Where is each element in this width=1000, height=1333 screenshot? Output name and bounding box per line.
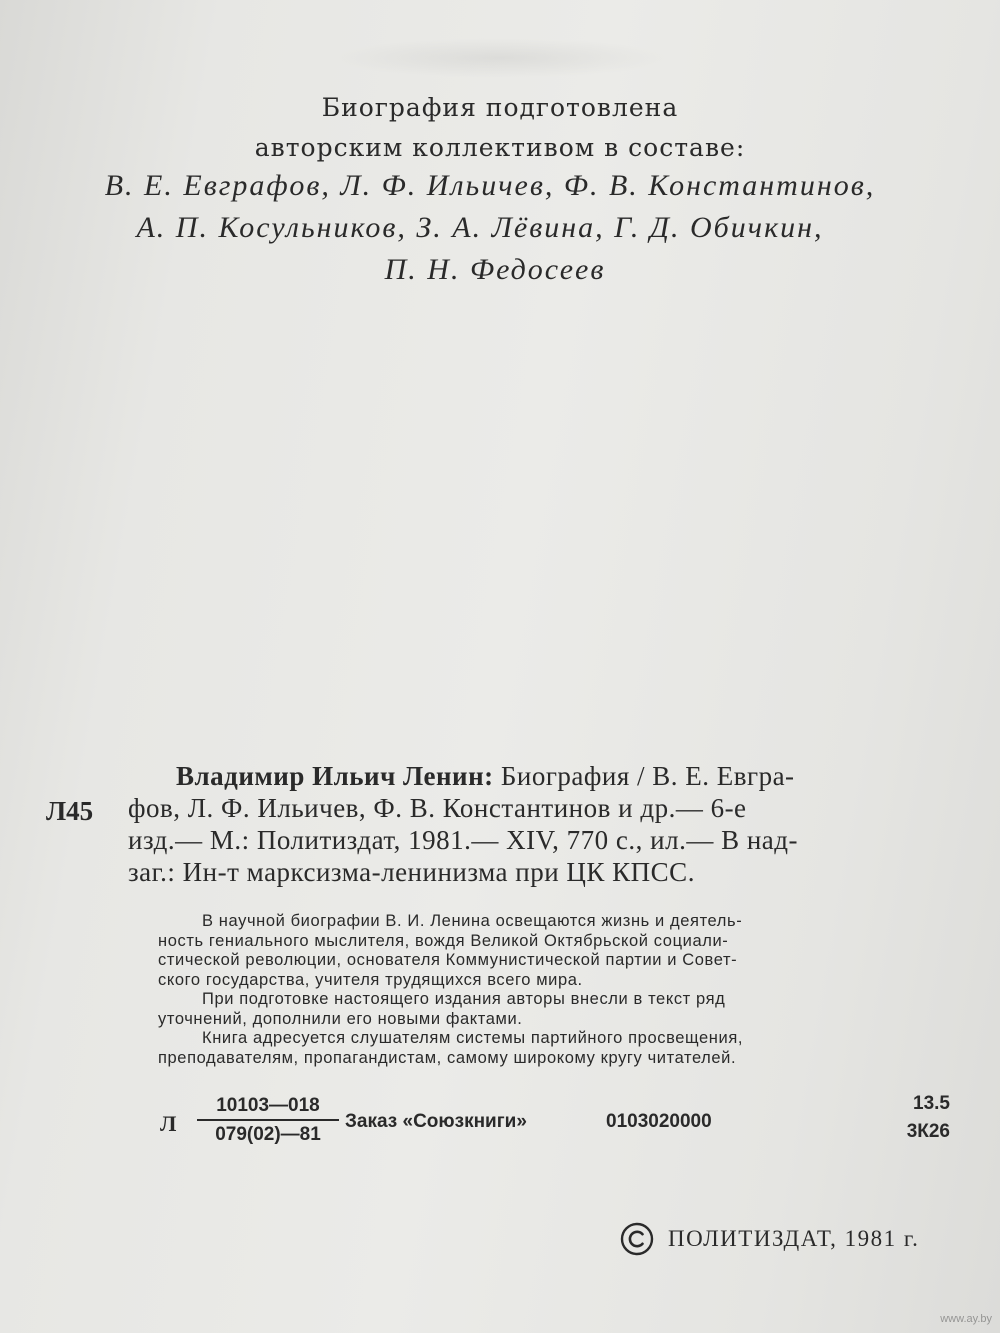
bibliographic-record <box>128 760 958 888</box>
annotation-line: ность гениального мыслителя, вождя Великой Октябрьской социали- <box>158 931 729 950</box>
fraction-numerator: 10103—018 <box>197 1095 339 1121</box>
copyright-text: ПОЛИТИЗДАТ, 1981 г. <box>668 1226 920 1251</box>
site-watermark: www.ay.by <box>940 1313 992 1325</box>
catalog-index: Л45 <box>46 796 94 826</box>
intro-line-1: Биография подготовлена <box>321 93 679 122</box>
udc-code: 3К26 <box>906 1121 950 1142</box>
authors-line-1: В. Е. Евграфов, Л. Ф. Ильичев, Ф. В. Константинов, <box>104 169 876 202</box>
authors-line-3: П. Н. Федосеев <box>384 253 606 286</box>
copyright-icon <box>620 1222 654 1256</box>
copyright-line <box>620 1222 919 1256</box>
biblio-line-1 <box>128 760 958 792</box>
authors-list <box>0 165 1000 291</box>
biblio-line-4: заг.: Ин-т марксизма-ленинизма при ЦК КПСС. <box>128 857 695 887</box>
classification-fraction <box>197 1095 339 1146</box>
classification-letter: Л <box>160 1111 177 1136</box>
annotation-text <box>158 912 958 1068</box>
biblio-line-3: изд.— М.: Политиздат, 1981.— XIV, 770 с., ил.— В над- <box>128 825 798 855</box>
annotation-line: При подготовке настоящего издания авторы внесли в текст ряд <box>202 990 726 1008</box>
authors-line-2: А. П. Косульников, З. А. Лёвина, Г. Д. Обичкин, <box>136 211 824 244</box>
bleed-through-shadow <box>330 38 670 78</box>
annotation-line: преподавателям, пропагандистам, самому широкому кругу читателей. <box>158 1048 737 1067</box>
annotation-line: уточнений, дополнили его новыми фактами. <box>158 1009 523 1028</box>
authorship-intro <box>0 88 1000 168</box>
order-code: 0103020000 <box>606 1111 712 1132</box>
intro-line-2: авторским коллективом в составе: <box>254 133 746 162</box>
biblio-line-2: фов, Л. Ф. Ильичев, Ф. В. Константинов и др.— 6-е <box>128 793 747 823</box>
annotation-line: стической революции, основателя Коммунистической партии и Совет- <box>158 951 738 969</box>
annotation-line: ского государства, учителя трудящихся всего мира. <box>158 970 583 989</box>
biblio-title: Владимир Ильич Ленин: <box>176 761 494 791</box>
biblio-line-1-rest: Биография / В. Е. Евгра- <box>493 761 795 791</box>
classification-block <box>0 1095 1000 1155</box>
annotation-line: Книга адресуется слушателям системы партийного просвещения, <box>202 1029 744 1047</box>
fraction-denominator: 079(02)—81 <box>215 1124 321 1145</box>
annotation-line: В научной биографии В. И. Ленина освещаются жизнь и деятель- <box>202 912 743 930</box>
order-label: Заказ «Союзкниги» <box>345 1111 527 1132</box>
price-code: 13.5 <box>913 1093 950 1114</box>
